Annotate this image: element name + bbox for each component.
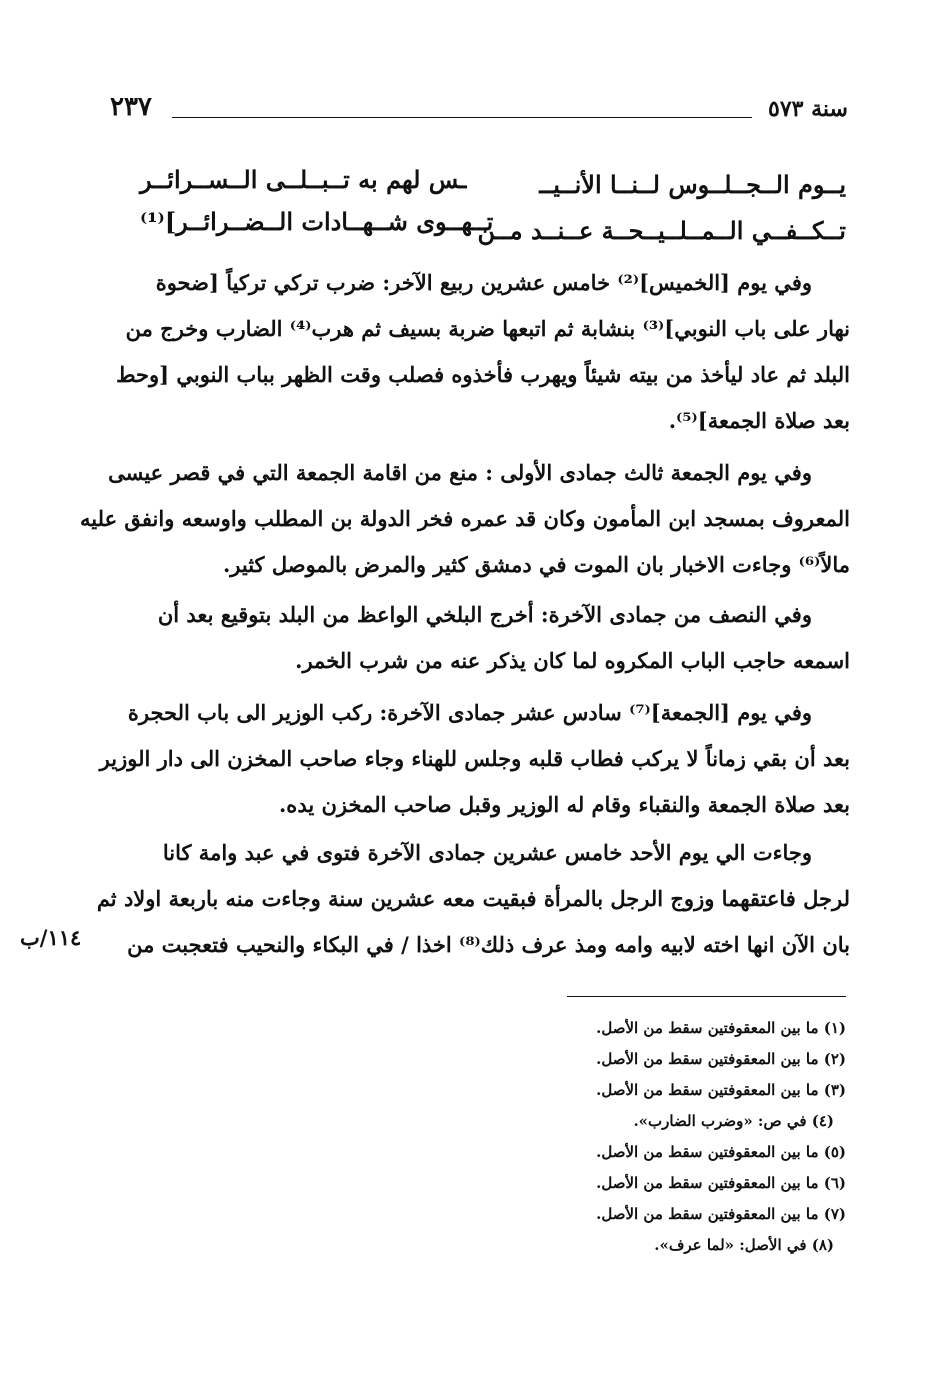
footnote-item: (٣) ما بين المعقوفتين سقط من الأصل. [596,1081,846,1099]
paragraph-2 [80,450,850,588]
verse-line2-first-hemistich: تــكــفــي الــمــلــيــحــة عــنــد مــن [477,216,846,245]
paragraph-line: وفي يوم [الخميس]⁽²⁾ خامس عشرين ربيع الآخر: ضرب تركي تركياً [ضحوة [155,270,812,295]
paragraph-5 [86,830,850,968]
paragraph-line: وفي النصف من جمادى الآخرة: أخرج البلخي الواعظ من البلد بتوقيع بعد أن [157,602,812,627]
paragraph-line: مالاً⁽⁶⁾ وجاءت الاخبار بان الموت في دمشق كثير والمرض بالموصل كثير. [222,552,850,577]
paragraph-line: المعروف بمسجد ابن المأمون وكان قد عمره فخر الدولة بن المطلب واوسعه وانفق عليه [80,506,850,531]
paragraph-1 [86,260,850,444]
manuscript-folio-marker: ١١٤/ب [20,925,82,950]
paragraph-line: اسمعه حاجب الباب المكروه لما كان يذكر عنه من شرب الخمر. [295,648,850,673]
footnote-item: (١) ما بين المعقوفتين سقط من الأصل. [596,1019,846,1037]
paragraph-line: وفي يوم [الجمعة]⁽⁷⁾ سادس عشر جمادى الآخرة: ركب الوزير الى باب الحجرة [127,700,812,725]
footnote-item: (٧) ما بين المعقوفتين سقط من الأصل. [596,1205,846,1223]
footnote-separator [567,996,846,997]
paragraph-line: البلد ثم عاد ليأخذ من بيته شيئاً ويهرب فأخذوه فصلب وقت الظهر بباب النوبي [وحط [116,362,850,387]
verse-line1-second-hemistich: ـس لهم به تــبــلــى الــســرائــر [140,165,467,194]
verse-line1-first-hemistich: يــوم الــجــلــوس لــنــا الأنــيــ [539,170,846,199]
paragraph-line: وجاءت الي يوم الأحد خامس عشرين جمادى الآخرة فتوى في عبد وامة كانا [162,840,812,865]
page-number: ٢٣٧ [110,92,152,122]
footnote-item: (٢) ما بين المعقوفتين سقط من الأصل. [596,1050,846,1068]
paragraph-line: بعد صلاة الجمعة والنقباء وقام له الوزير وقبل صاحب المخزن يده. [279,792,850,817]
paragraph-4 [86,690,850,828]
header-rule [172,117,752,118]
footnote-item: (٥) ما بين المعقوفتين سقط من الأصل. [596,1143,846,1161]
paragraph-line: لرجل فاعتقهما وزوج الرجل بالمرأة فبقيت معه عشرين سنة وجاءت منه باربعة اولاد ثم [96,886,850,911]
verse-line2-second-hemistich: تــهــوى شــهــادات الــضــرائــر]⁽¹⁾ [140,207,494,236]
footnote-item: (٨) في الأصل: «لما عرف». [654,1236,834,1254]
paragraph-line: بان الآن انها اخته لابيه وامه ومذ عرف ذلك⁽⁸⁾ اخذا / في البكاء والنحيب فتعجبت من [127,932,850,957]
footnote-item: (٦) ما بين المعقوفتين سقط من الأصل. [596,1174,846,1192]
paragraph-line: نهار على باب النوبي]⁽³⁾ بنشابة ثم اتبعها ضربة بسيف ثم هرب⁽⁴⁾ الضارب وخرج من [125,316,850,341]
paragraph-line: وفي يوم الجمعة ثالث جمادى الأولى : منع من اقامة الجمعة التي في قصر عيسى [108,460,812,485]
footnotes [426,1013,846,1261]
paragraph-3 [86,592,850,684]
paragraph-line: بعد أن بقي زماناً لا يركب فطاب قلبه وجلس للهناء وجاء صاحب المخزن الى دار الوزير [99,746,850,771]
footnote-item: (٤) في ص: «وضرب الضارب». [633,1112,834,1130]
running-header-year: سنة ٥٧٣ [768,96,848,122]
paragraph-line: بعد صلاة الجمعة]⁽⁵⁾. [668,408,850,433]
